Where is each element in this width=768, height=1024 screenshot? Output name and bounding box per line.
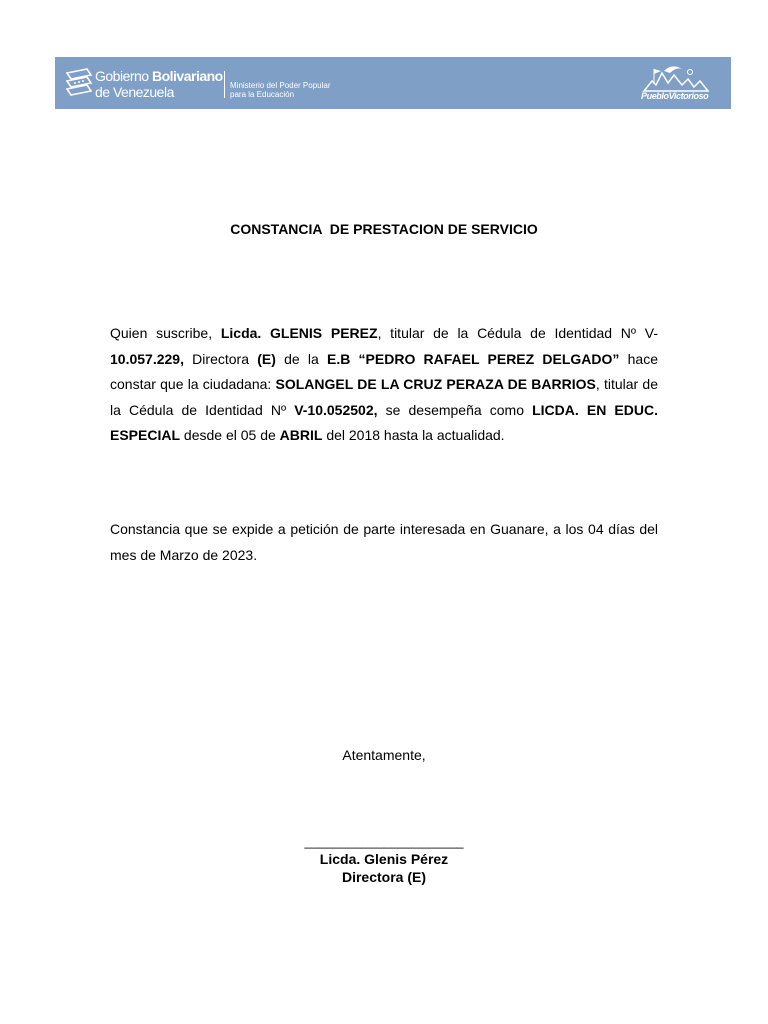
- signer-role: Directora (E): [341, 869, 427, 885]
- header-banner: [55, 57, 731, 109]
- government-name-line2: de Venezuela: [95, 84, 174, 100]
- certificate-body-paragraph: Quien suscribe, Licda. GLENIS PEREZ, titular de la Cédula de Identidad Nº V-10.057.229, Directora (E) de la E.B “PEDRO RAFAEL PEREZ DELGADO” hace constar que la ciudadana: SOLANGEL DE LA CRUZ PERAZA DE BARRIOS, titular de la Cédula de Identidad Nº V-10.052502, se desempeña como LICDA. EN EDUC. ESPECIAL desde el 05 de ABRIL del 2018 hasta la actualidad.: [110, 325, 658, 443]
- government-name-line1: Gobierno Bolivariano: [95, 68, 223, 84]
- signer-name: Licda. Glenis Pérez: [319, 851, 449, 867]
- pueblo-victorioso-text: PuebloVictorioso: [641, 91, 709, 101]
- document-title: CONSTANCIA DE PRESTACION DE SERVICIO: [230, 221, 538, 237]
- pueblo-victorioso-logo-icon: [642, 63, 714, 93]
- closing-text: Atentamente,: [342, 747, 426, 763]
- signature-line: ______________________: [304, 834, 464, 849]
- ministry-name-line2: para la Educación: [230, 90, 295, 99]
- header-divider: [224, 71, 225, 98]
- ministry-name-line1: Ministerio del Poder Popular: [230, 81, 331, 90]
- government-flag-emblem-icon: [65, 67, 95, 99]
- issuance-paragraph: Constancia que se expide a petición de parte interesada en Guanare, a los 04 días del mes de Marzo de 2023.: [110, 521, 658, 563]
